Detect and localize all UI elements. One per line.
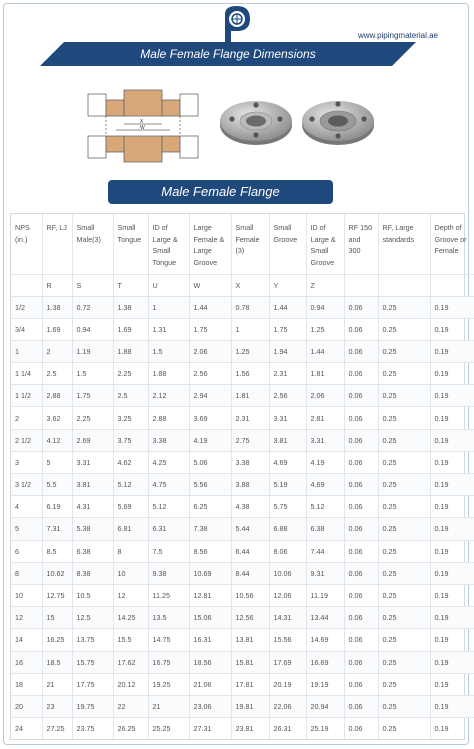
table-cell: 0.19 <box>430 607 474 629</box>
table-row <box>11 385 474 407</box>
table-cell: 17.69 <box>269 651 306 673</box>
table-cell: 24 <box>11 718 42 740</box>
table-cell: 12.81 <box>189 584 231 606</box>
table-cell: 12 <box>11 607 42 629</box>
table-cell: 0.94 <box>72 318 113 340</box>
table-cell: 1/2 <box>11 296 42 318</box>
table-cell: 25.19 <box>306 718 344 740</box>
column-header: RF 150 and 300 <box>344 214 378 274</box>
table-cell: 18 <box>11 673 42 695</box>
table-cell: 2.06 <box>306 385 344 407</box>
table-cell: 0.06 <box>344 385 378 407</box>
table-cell: 8 <box>113 540 148 562</box>
table-row <box>11 673 474 695</box>
table-cell: 3.38 <box>231 451 269 473</box>
table-cell: 0.25 <box>378 407 430 429</box>
table-cell: 23.06 <box>189 695 231 717</box>
table-cell: 19.81 <box>231 695 269 717</box>
table-row <box>11 518 474 540</box>
table-cell: 0.06 <box>344 607 378 629</box>
table-cell: 2.25 <box>113 363 148 385</box>
table-row <box>11 718 474 740</box>
table-cell: Y <box>269 274 306 296</box>
table-cell: 15.5 <box>113 629 148 651</box>
table-cell: 10.69 <box>189 562 231 584</box>
table-symbol-row <box>11 274 474 296</box>
table-cell: 0.19 <box>430 673 474 695</box>
table-cell: 3.31 <box>72 451 113 473</box>
table-row <box>11 607 474 629</box>
table-cell: 5 <box>42 451 72 473</box>
table-cell <box>378 274 430 296</box>
table-cell: 27.25 <box>42 718 72 740</box>
table-cell: 20.12 <box>113 673 148 695</box>
table-cell: 26.31 <box>269 718 306 740</box>
table-cell: 21 <box>148 695 189 717</box>
table-cell: 3.69 <box>189 407 231 429</box>
table-cell: 8.06 <box>269 540 306 562</box>
table-row <box>11 584 474 606</box>
table-cell: 4.25 <box>148 451 189 473</box>
table-cell: 15.81 <box>231 651 269 673</box>
page-title: Male Female Flange Dimensions <box>140 47 316 61</box>
table-cell: 20 <box>11 695 42 717</box>
table-cell: 0.25 <box>378 562 430 584</box>
table-cell: 4.31 <box>72 496 113 518</box>
drawing-label-w: W <box>140 125 145 131</box>
table-cell: 5.38 <box>72 518 113 540</box>
table-cell: 11.25 <box>148 584 189 606</box>
table-cell: 0.25 <box>378 429 430 451</box>
table-cell: 0.25 <box>378 607 430 629</box>
table-cell: 0.25 <box>378 496 430 518</box>
table-cell: 3/4 <box>11 318 42 340</box>
table-cell: 1 1/4 <box>11 363 42 385</box>
table-cell: 5.12 <box>113 474 148 496</box>
table-cell: 10.56 <box>231 584 269 606</box>
table-cell: 1.38 <box>42 296 72 318</box>
table-row <box>11 296 474 318</box>
table-cell: 10 <box>11 584 42 606</box>
table-cell: 15.06 <box>189 607 231 629</box>
table-cell: 0.25 <box>378 651 430 673</box>
table-cell: 12.75 <box>42 584 72 606</box>
table-cell: 0.06 <box>344 429 378 451</box>
table-cell: 5.5 <box>42 474 72 496</box>
table-cell: 5.06 <box>189 451 231 473</box>
table-cell: 4.62 <box>113 451 148 473</box>
table-cell: 0.06 <box>344 451 378 473</box>
table-cell: 4.19 <box>189 429 231 451</box>
table-cell: 3.31 <box>306 429 344 451</box>
table-cell: 0.06 <box>344 651 378 673</box>
column-header: Small Tongue <box>113 214 148 274</box>
table-cell: 14.69 <box>306 629 344 651</box>
table-cell: 20.19 <box>269 673 306 695</box>
table-cell: 0.06 <box>344 518 378 540</box>
website-url[interactable]: www.pipingmaterial.ae <box>357 31 438 40</box>
table-cell: 3.81 <box>72 474 113 496</box>
table-cell: 26.25 <box>113 718 148 740</box>
table-cell: 1.5 <box>72 363 113 385</box>
table-cell: 5.44 <box>231 518 269 540</box>
table-cell: 2.25 <box>72 407 113 429</box>
table-cell: 0.06 <box>344 318 378 340</box>
table-cell: 0.06 <box>344 407 378 429</box>
table-cell: 8.38 <box>72 562 113 584</box>
table-cell: 15.56 <box>269 629 306 651</box>
table-row <box>11 451 474 473</box>
table-cell: X <box>231 274 269 296</box>
column-header: NPS (in.) <box>11 214 42 274</box>
table-cell: 1 1/2 <box>11 385 42 407</box>
table-cell: 16 <box>11 651 42 673</box>
table-cell: 0.06 <box>344 584 378 606</box>
table-cell: 21 <box>42 673 72 695</box>
table-cell: 5.12 <box>148 496 189 518</box>
table-cell: 8.56 <box>189 540 231 562</box>
table-cell: 5.12 <box>306 496 344 518</box>
table-cell: 0.06 <box>344 340 378 362</box>
table-cell: 0.25 <box>378 518 430 540</box>
table-cell: 0.06 <box>344 629 378 651</box>
table-cell: 18.56 <box>189 651 231 673</box>
table-cell: U <box>148 274 189 296</box>
table-cell: 0.25 <box>378 363 430 385</box>
table-cell: 6.38 <box>306 518 344 540</box>
column-header: Large Female & Large Groove <box>189 214 231 274</box>
table-cell: 0.06 <box>344 562 378 584</box>
table-cell: 18.5 <box>42 651 72 673</box>
table-cell: 3 1/2 <box>11 474 42 496</box>
table-cell: 2.56 <box>189 363 231 385</box>
table-cell: 1.25 <box>231 340 269 362</box>
table-row <box>11 629 474 651</box>
table-cell: 16.75 <box>148 651 189 673</box>
table-cell: 3.62 <box>42 407 72 429</box>
table-cell: 7.44 <box>306 540 344 562</box>
table-cell: 0.19 <box>430 562 474 584</box>
section-title: Male Female Flange <box>108 180 333 204</box>
table-cell: 0.06 <box>344 673 378 695</box>
table-cell: 0.19 <box>430 385 474 407</box>
table-cell: 0.25 <box>378 629 430 651</box>
table-cell: 13.75 <box>72 629 113 651</box>
table-cell: 0.25 <box>378 584 430 606</box>
table-row <box>11 318 474 340</box>
table-cell: 1.88 <box>148 363 189 385</box>
table-cell: 0.25 <box>378 673 430 695</box>
table-cell: S <box>72 274 113 296</box>
table-cell: 12 <box>113 584 148 606</box>
table-cell: 7.38 <box>189 518 231 540</box>
table-cell: 1.75 <box>269 318 306 340</box>
table-cell: 13.44 <box>306 607 344 629</box>
table-cell: 8.44 <box>231 562 269 584</box>
table-cell: 23.81 <box>231 718 269 740</box>
table-cell: 2.81 <box>306 407 344 429</box>
table-cell: 17.75 <box>72 673 113 695</box>
table-cell: 1 <box>231 318 269 340</box>
table-cell: 0.19 <box>430 296 474 318</box>
table-cell: 19.75 <box>72 695 113 717</box>
table-cell: 1.81 <box>306 363 344 385</box>
table-cell: 0.25 <box>378 385 430 407</box>
table-cell: 2.88 <box>148 407 189 429</box>
table-cell: 10.06 <box>269 562 306 584</box>
table-cell: 1.56 <box>231 363 269 385</box>
table-cell: 23 <box>42 695 72 717</box>
table-cell: T <box>113 274 148 296</box>
table-cell: 22 <box>113 695 148 717</box>
table-cell: 0.78 <box>231 296 269 318</box>
table-cell: 19.19 <box>306 673 344 695</box>
table-cell: 6 <box>11 540 42 562</box>
table-cell: 3.25 <box>113 407 148 429</box>
table-cell: 6.25 <box>189 496 231 518</box>
table-cell: 4.69 <box>306 474 344 496</box>
column-header: ID of Large & Small Tongue <box>148 214 189 274</box>
table-cell: 7.5 <box>148 540 189 562</box>
table-cell: 7.31 <box>42 518 72 540</box>
table-cell: 0.19 <box>430 474 474 496</box>
table-row <box>11 540 474 562</box>
table-cell: 13.81 <box>231 629 269 651</box>
table-cell: 14 <box>11 629 42 651</box>
table-cell: 1.75 <box>189 318 231 340</box>
table-cell: 1.31 <box>148 318 189 340</box>
table-cell: 0.19 <box>430 651 474 673</box>
table-cell: 2.69 <box>72 429 113 451</box>
table-cell: 4.75 <box>148 474 189 496</box>
table-cell: 0.19 <box>430 540 474 562</box>
table-cell: 4.69 <box>269 451 306 473</box>
table-row <box>11 496 474 518</box>
table-cell: 2.12 <box>148 385 189 407</box>
table-cell: 3.38 <box>148 429 189 451</box>
table-cell <box>344 274 378 296</box>
table-cell: 6.81 <box>113 518 148 540</box>
table-cell: 2.94 <box>189 385 231 407</box>
table-cell: 1.44 <box>269 296 306 318</box>
table-cell: 27.31 <box>189 718 231 740</box>
table-cell: 1.19 <box>72 340 113 362</box>
table-cell: 2.31 <box>269 363 306 385</box>
table-cell: 6.38 <box>72 540 113 562</box>
table-cell: 0.72 <box>72 296 113 318</box>
table-cell: 4.38 <box>231 496 269 518</box>
table-cell: 2 <box>42 340 72 362</box>
male-flange-photo-icon <box>218 97 294 147</box>
brand-logo-icon <box>220 4 254 44</box>
table-cell: 5.75 <box>269 496 306 518</box>
table-cell: 1.5 <box>148 340 189 362</box>
table-cell: 2.56 <box>269 385 306 407</box>
table-cell: 6.19 <box>42 496 72 518</box>
table-cell: 6.44 <box>231 540 269 562</box>
table-cell: 1.88 <box>113 340 148 362</box>
table-cell: 6.88 <box>269 518 306 540</box>
table-cell: 13.5 <box>148 607 189 629</box>
table-cell: 1.81 <box>231 385 269 407</box>
female-flange-photo-icon <box>300 97 376 147</box>
table-cell: 0.06 <box>344 540 378 562</box>
table-row <box>11 407 474 429</box>
table-cell: 0.19 <box>430 429 474 451</box>
column-header: Small Female (3) <box>231 214 269 274</box>
table-cell: 16.69 <box>306 651 344 673</box>
table-cell: 5.19 <box>269 474 306 496</box>
table-cell: 0.25 <box>378 540 430 562</box>
table-cell: 1.38 <box>113 296 148 318</box>
table-cell: 14.25 <box>113 607 148 629</box>
table-cell: 0.06 <box>344 718 378 740</box>
table-cell: 2.5 <box>113 385 148 407</box>
table-cell: W <box>189 274 231 296</box>
table-cell: 0.19 <box>430 695 474 717</box>
table-cell: R <box>42 274 72 296</box>
table-cell: 8.5 <box>42 540 72 562</box>
column-header: RF, Large standards <box>378 214 430 274</box>
table-cell: 14.31 <box>269 607 306 629</box>
table-cell: 0.25 <box>378 718 430 740</box>
table-row <box>11 340 474 362</box>
title-banner <box>40 42 416 66</box>
table-cell: 2.31 <box>231 407 269 429</box>
table-header-row <box>11 214 474 274</box>
table-cell: 9.38 <box>148 562 189 584</box>
table-cell: 0.19 <box>430 407 474 429</box>
column-header: ID of Large & Small Groove <box>306 214 344 274</box>
table-cell: 25.25 <box>148 718 189 740</box>
table-cell: 1.94 <box>269 340 306 362</box>
drawing-label-x: X <box>140 119 144 125</box>
table-cell: 0.19 <box>430 340 474 362</box>
table-cell: 12.06 <box>269 584 306 606</box>
table-cell: 21.06 <box>189 673 231 695</box>
table-cell: 14.75 <box>148 629 189 651</box>
table-cell: 1.44 <box>306 340 344 362</box>
table-cell: 10.62 <box>42 562 72 584</box>
table-cell: 0.06 <box>344 695 378 717</box>
column-header: RF, LJ <box>42 214 72 274</box>
table-cell: 15.75 <box>72 651 113 673</box>
table-cell: 0.25 <box>378 695 430 717</box>
table-cell: 0.94 <box>306 296 344 318</box>
table-cell: 2.06 <box>189 340 231 362</box>
table-row <box>11 651 474 673</box>
table-cell: 0.25 <box>378 340 430 362</box>
table-cell: 0.06 <box>344 496 378 518</box>
table-cell: 0.25 <box>378 451 430 473</box>
table-cell: 5.69 <box>113 496 148 518</box>
table-row <box>11 363 474 385</box>
table-cell: 3.81 <box>269 429 306 451</box>
table-cell: 0.19 <box>430 451 474 473</box>
table-cell: 22.06 <box>269 695 306 717</box>
table-cell: 5.56 <box>189 474 231 496</box>
table-row <box>11 429 474 451</box>
table-cell: 0.25 <box>378 318 430 340</box>
table-cell: 0.06 <box>344 296 378 318</box>
table-cell: 2.5 <box>42 363 72 385</box>
table-cell: 0.06 <box>344 363 378 385</box>
dimensions-table <box>10 213 465 740</box>
table-cell: 1.69 <box>113 318 148 340</box>
table-cell: 4.12 <box>42 429 72 451</box>
table-cell: 10 <box>113 562 148 584</box>
table-cell: 8 <box>11 562 42 584</box>
table-cell: 2 <box>11 407 42 429</box>
table-row <box>11 695 474 717</box>
table-cell: 0.25 <box>378 296 430 318</box>
table-cell <box>430 274 474 296</box>
table-cell: 2 1/2 <box>11 429 42 451</box>
table-cell: Z <box>306 274 344 296</box>
table-cell: 3 <box>11 451 42 473</box>
table-row <box>11 562 474 584</box>
table-cell: 20.94 <box>306 695 344 717</box>
table-cell: 23.75 <box>72 718 113 740</box>
table-cell: 10.5 <box>72 584 113 606</box>
table-cell: 4.19 <box>306 451 344 473</box>
table-cell: 0.19 <box>430 584 474 606</box>
table-cell: 0.19 <box>430 518 474 540</box>
table-cell: 1.44 <box>189 296 231 318</box>
table-cell: 0.19 <box>430 718 474 740</box>
table-cell: 1.75 <box>72 385 113 407</box>
table-cell: 0.19 <box>430 629 474 651</box>
table-cell: 12.56 <box>231 607 269 629</box>
table-cell <box>11 274 42 296</box>
table-cell: 5 <box>11 518 42 540</box>
table-cell: 0.19 <box>430 318 474 340</box>
table-cell: 15 <box>42 607 72 629</box>
table-cell: 2.88 <box>42 385 72 407</box>
table-cell: 6.31 <box>148 518 189 540</box>
table-cell: 16.31 <box>189 629 231 651</box>
table-cell: 0.19 <box>430 496 474 518</box>
table-cell: 3.75 <box>113 429 148 451</box>
column-header: Small Male(3) <box>72 214 113 274</box>
table-cell: 17.81 <box>231 673 269 695</box>
table-cell: 11.19 <box>306 584 344 606</box>
table-cell: 1.69 <box>42 318 72 340</box>
table-cell: 0.06 <box>344 474 378 496</box>
column-header: Depth of Groove or Female <box>434 223 467 255</box>
table-cell: 4 <box>11 496 42 518</box>
table-cell: 2.75 <box>231 429 269 451</box>
table-cell: 1 <box>148 296 189 318</box>
table-cell: 0.25 <box>378 474 430 496</box>
table-cell: 1.25 <box>306 318 344 340</box>
table-cell: 3.31 <box>269 407 306 429</box>
table-row <box>11 474 474 496</box>
table-cell: 17.62 <box>113 651 148 673</box>
table-cell: 9.31 <box>306 562 344 584</box>
table-cell: 0.19 <box>430 363 474 385</box>
table-cell: 3.88 <box>231 474 269 496</box>
table-cell: 1 <box>11 340 42 362</box>
column-header: Small Groove <box>269 214 306 274</box>
flange-cross-section-drawing <box>86 86 200 166</box>
table-cell: 12.5 <box>72 607 113 629</box>
table-cell: 16.25 <box>42 629 72 651</box>
table-cell: 19.25 <box>148 673 189 695</box>
